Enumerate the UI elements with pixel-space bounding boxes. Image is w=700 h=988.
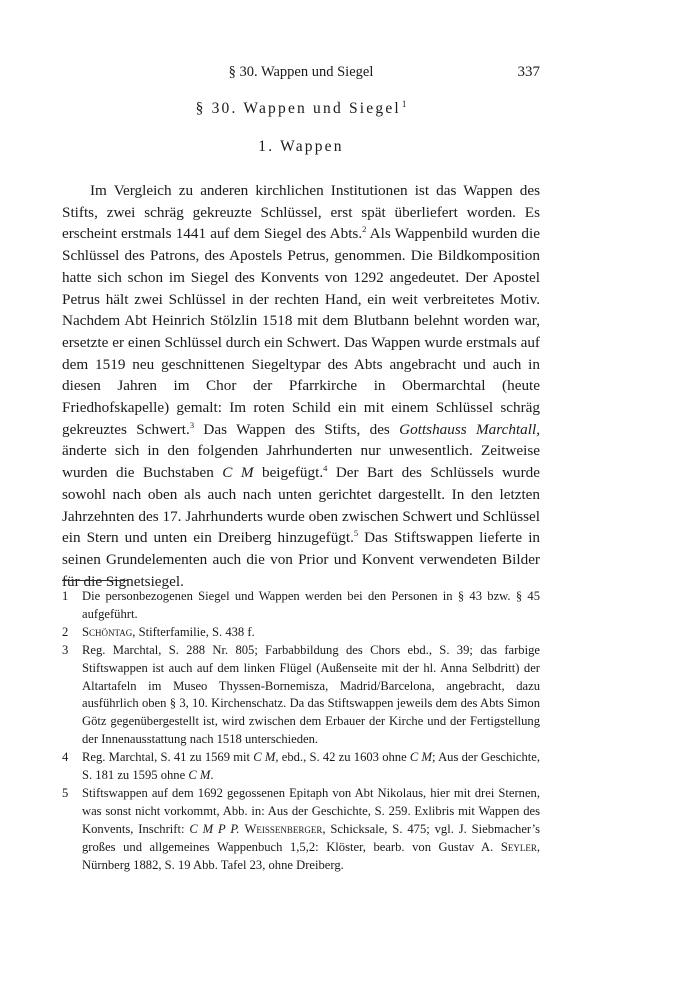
footnote-italic: C M P P.	[189, 821, 240, 836]
body-paragraph	[62, 180, 540, 592]
footnote-2	[62, 624, 540, 642]
footnote-text: , Nürnberg 1882, S. 19 Abb. Tafel 23, ohne Dreiberg.	[82, 839, 540, 872]
footnote-text: .	[210, 768, 214, 783]
footnote-author: Schöntag	[82, 624, 133, 639]
body-text-part: Das Stiftswappen lieferte in seinen Grundelementen auch die von Prior und Konvent verwendeten Bilder für die Signetsiegel.	[62, 529, 541, 590]
footnote-number: 3	[62, 642, 69, 657]
footnote-divider	[62, 580, 128, 581]
running-head	[62, 64, 540, 84]
section-title-text: § 30. Wappen und Siegel	[195, 100, 401, 117]
body-text-part: Als Wappenbild wurden die Schlüssel des Patrons, des Apostels Petrus, genommen. Die Bildkomposition hatte sich schon im Siegel des Konvents von 1292 angedeutet. Der Apostel Petrus hält zwei Schlüssel in der rechten Hand, ein weit verbreitetes Motiv. Nachdem Abt Heinrich Stölzlin 1518 mit dem Blutbann belehnt worden war, ersetzte er einen Schlüssel durch ein Schwert. Das Wappen wurde erstmals auf dem 1519 neu geschnittenen Siegeltypar des Abts angebracht und auch in diesen Jahren im Chor der Pfarrkirche in Obermarchtal (heute Friedhofskapelle) gemalt: Im roten Schild ein mit einem Schlüssel schräg gekreuztes Schwert.	[62, 225, 540, 438]
footnote-ref-4[interactable]: 4	[323, 463, 328, 474]
footnote-ref-2[interactable]: 2	[362, 224, 367, 235]
section-title	[62, 99, 540, 118]
page-number: 337	[517, 64, 540, 80]
footnote-text: Stiftswappen auf dem 1692 gegossenen Epitaph von Abt Nikolaus, hier mit drei Sternen, was sonst nicht vorkommt, Abb. in: Aus der Geschichte, S. 259. Exlibris mit Wappen des Konvents, Inschrift:	[82, 785, 540, 836]
footnote-5	[62, 785, 540, 875]
footnote-text: Die personbezogenen Siegel und Wappen werden bei den Personen in § 43 bzw. § 45 aufgeführt.	[82, 589, 540, 621]
body-text-part: Der Bart des Schlüssels wurde sowohl nach oben als auch nach unten gerichtet dargestellt. In den letzten Jahrzehnten des 17. Jahrhunderts wurde oben zwischen Schwert und Schlüssel ein Stern und unten ein Dreiberg hinzugefügt.	[62, 464, 541, 547]
body-text-part: änderte sich in den folgenden Jahrhunderten nur unwesentlich. Zeitweise wurden die Buchstaben	[62, 442, 540, 482]
footnotes-list	[62, 588, 540, 875]
footnote-ref-3[interactable]: 3	[189, 419, 195, 430]
body-text-part: beigefügt.	[253, 464, 324, 482]
footnote-number: 4	[62, 750, 69, 765]
footnote-1	[62, 588, 540, 624]
footnote-italic: C M	[409, 750, 433, 765]
footnote-italic: C M	[188, 768, 211, 783]
italic-letters: C M	[222, 464, 254, 482]
body-text-part: Das Wappen des Stifts, des	[194, 420, 400, 438]
footnote-number: 2	[62, 624, 69, 639]
footnote-text: , Stifterfamilie, S. 438 f.	[132, 624, 255, 639]
footnote-text: , ebd., S. 42 zu 1603 ohne	[275, 750, 410, 765]
footnote-number: 1	[62, 589, 69, 603]
body-text-part: Im Vergleich zu anderen kirchlichen Institutionen ist das Wappen des Stifts, zwei schräg gekreuzte Schlüssel, erst spät überliefert worden. Es erscheint erstmals 1441 auf dem Siegel des Abts.	[62, 182, 540, 243]
footnote-author: Seyler	[500, 839, 537, 854]
section-title-footnote-ref[interactable]: 1	[401, 99, 407, 109]
footnote-3	[62, 642, 540, 749]
running-head-title: § 30. Wappen und Siegel	[228, 64, 374, 80]
footnote-ref-5[interactable]: 5	[353, 528, 359, 539]
footnote-4	[62, 749, 540, 785]
footnote-text: ; Aus der Geschichte, S. 181 zu 1595 ohne	[82, 750, 541, 783]
footnote-number: 5	[62, 785, 69, 800]
footnote-text: , Schicksale, S. 475; vgl. J. Siebmacher’s großes und allgemeines Wappenbuch 1,5,2: Klöster, bearb. von Gustav A.	[82, 821, 540, 854]
italic-phrase: Gottshauss Marchtall,	[399, 420, 540, 438]
subsection-title: 1. Wappen	[258, 138, 344, 155]
footnote-text: Reg. Marchtal, S. 41 zu 1569 mit	[82, 750, 254, 765]
footnote-italic: C M	[253, 750, 276, 765]
footnote-author: Weissenberger	[244, 821, 323, 836]
footnote-text: Reg. Marchtal, S. 288 Nr. 805; Farbabbildung des Chors ebd., S. 39; das farbige Stiftswappen ist auch auf dem linken Flügel (Außenseite mit der hl. Anna Selbdritt) der Altartafeln im Museo Thyssen-Bornemisza, Madrid/Barcelona, angebracht, dazu ausführlich oben § 3, 10. Kirchenschatz. Da das Stiftswappen jeweils dem des Abts Simon Götz gegenübergestellt ist, wird zwischen dem Erbauer der Kirche und der Fertigstellung der Innenausstattung nach 1518 unterschieden.	[82, 642, 540, 747]
